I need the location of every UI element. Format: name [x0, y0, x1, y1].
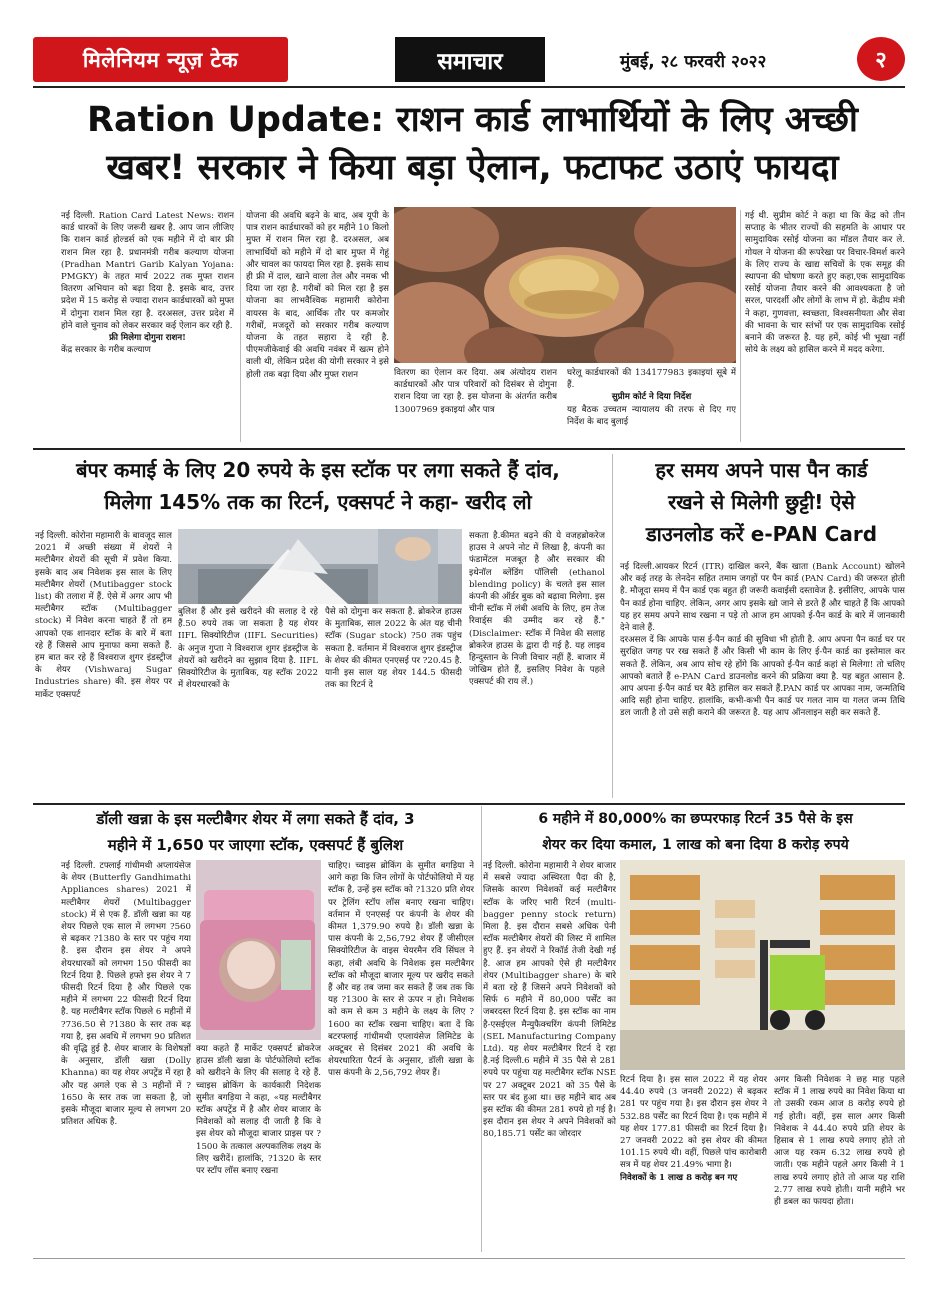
sugar-illustration [178, 529, 462, 604]
warehouse-illustration [620, 860, 905, 1070]
dolly-headline: डॉली खन्ना के इस मल्टीबैगर शेयर में लगा सकते हैं दांव, 3 महीने में 1,650 पर जाएगा स्टॉक, एक्सपर्ट हैं बुलिश [96, 810, 415, 854]
paper-name: मिलेनियम न्यूज़ टेक [82, 47, 239, 72]
lead-col-1: नई दिल्ली. Ration Card Latest News: राशन कार्ड धारकों के लिए जरूरी खबर है. आप जान लीजिए कि राशन कार्ड होल्डर्स को एक महीने में दो बार फ्री राशन मिल रहा है. प्रधानमंत्री गरीब कल्याण योजना (Pradhan Mantri Garib Kalyan Yojana: PMGKY) के तहत मार्च 2022 तक मुफ्त राशन वितरण अभियान को बढ़ा दिया है. इसके बाद, उत्तर प्रदेश में 15 करोड़ से ज्यादा राशन कार्डधारकों को मुफ्त में दोगुना राशन मिल रहा है. दरअसल, उत्तर प्रदेश में होने वाले चुनाव को लेकर सरकार कई ऐलान कर रही है. फ्री मिलेगा दोगुना राशन! केंद्र सरकार के गरीब कल्याण [61, 211, 234, 356]
lead-col-2: योजना की अवधि बढ़ने के बाद, अब यूपी के पात्र राशन कार्डधारकों को हर महीने 10 किलो मुफ्त में राशन मिल रहा है. दरअसल, अब लाभार्थियों को महीने में दो बार मुफ्त में गेहूं और चावल का फायदा मिल रहा है. इसके साथ ही फ्री में दाल, खाने वाला तेल और नमक भी दिया जा रहा है. गरीबों को मिल रहा है इस योजना का लाभवैश्विक महामारी कोरोना वायरस के बाद, आर्थिक तौर पर कमजोर गरीबों, मजदूरों को सरकार गरीब कल्याण योजना के तहत सहारा दे रही है. पीएमजीकेवाई की अवधि नवंबर में खत्म होने वाली थी, लेकिन प्रदेश की योगी सरकार ने इसे होली तक बढ़ा दिया और मुफ्त राशन [246, 211, 389, 380]
page-number-badge [857, 37, 905, 81]
dolly-col-1: नई दिल्ली. टफ्लाई गांधीमथी अप्लायंसेज के शेयर (Butterfly Gandhimathi Appliances shares) 2021 में मल्टीबैगर शेयरों (Multibagger stock) में से एक हैं. डॉली खन्ना का यह शेयर पिछले एक साल में लगभग ?560 से बढ़कर ?1380 के स्तर पर पहुंच गया है. इस दौरान इस शेयर ने अपने शेयरधारकों को लगभग 150 फीसदी का रिटर्न दिया है. पिछले हफ्ते इस शेयर ने 7 फीसदी रिटर्न दिया है और पिछले एक महीने में लगभग 22 फीसदी रिटर्न दिया है. यह मल्टीबैगर स्टॉक पिछले 6 महीनों में ?736.50 से ?1380 के स्तर तक बढ़ गया है, इस अवधि में लगभग 90 प्रतिशत की वृद्धि हुई है. शेयर बाजार के विशेषज्ञों के अनुसार, डॉली खन्ना (Dolly Khanna) का यह शेयर अपट्रेंड में रहा है और यह अगले एक से 3 महीनों में ?1650 के स्तर तक जा सकता है, जो इसके मौजूदा बाजार मूल्य से लगभग 20 प्रतिशत अधिक है. [61, 861, 191, 1128]
dolly-col-2: क्या कहते हैं मार्केट एक्सपर्ट ब्रोकरेज हाउस डॉली खन्ना के पोर्टफोलियो स्टॉक को खरीदने के लिए की सलाह दे रहे हैं. च्वाइस ब्रोकिंग के कार्यकारी निदेशक सुमीत बगड़िया ने कहा, «यह मल्टीबैगर स्टॉक अपट्रेंड में है और शेयर बाजार के निवेशकों को सलाह दी जाती है कि वे इस शेयर को मौजूदा बाजार प्राइस पर ?1500 के तत्काल अल्पकालिक लक्ष्य के लिए खरीदें। हालांकि, ?1320 के स्तर पर स्टॉप लॉस बनाए रखना [196, 1044, 321, 1177]
paper-name-banner [33, 37, 288, 82]
currency-illustration [196, 860, 321, 1040]
column-divider [612, 454, 613, 798]
section-banner [395, 37, 545, 82]
sugar-photo [178, 529, 462, 604]
lead-col-4: घरेलू कार्डधारकों की 134177983 इकाइयां सूबे में हैं. सुप्रीम कोर्ट ने दिया निर्देश यह बैठक उच्चतम न्यायालय की तरफ से दिए गए निर्देश के बाद बुलाई [567, 368, 736, 427]
masthead-rule [33, 86, 905, 88]
stock-headline: बंपर कमाई के लिए 20 रुपये के इस स्टॉक पर लगा सकते हैं दांव, मिलेगा 145% तक का रिटर्न, एक्सपर्ट ने कहा- खरीद लो [76, 458, 560, 514]
dolly-col-3: चाहिए। च्वाइस ब्रोकिंग के सुमीत बगड़िया ने आगे कहा कि जिन लोगों के पोर्टफोलियो में यह स्टॉक है, उन्हें इस स्टॉक को ?1320 प्रति शेयर पर ट्रेलिंग स्टॉप लॉस बनाए रखना चाहिए। वर्तमान में एनएसई पर कंपनी के शेयर की कीमत 1,379.90 रुपये है। डॉली खन्ना के पास कंपनी के 2,56,792 शेयर हैं जीसीएल सिक्योरिटीज के वाइस चेयरमैन रवि सिंघल ने कहा, लंबी अवधि के निवेशक इस मल्टीबैगर स्टॉक को मौजूदा बाजार मूल्य पर खरीद सकते हैं और वह तब जमा कर सकते हैं जब तक कि यह ?1300 के स्तर से ऊपर न हो। निवेशक को कम से कम 3 महीने के लक्ष्य के लिए ?1600 का स्टॉक रखना चाहिए। बता दें कि बटरफ्लाई गांधीमथी एप्लायंसेज लिमिटेड के अक्टूबर से दिसंबर 2021 की अवधि के शेयरधारिता पैटर्न के अनुसार, डॉली खन्ना के पास कंपनी के 2,56,792 शेयर हैं। [328, 861, 474, 1079]
stock-col-4: सकता है.कीमत बढ़ने की ये वजहब्रोकरेज हाउस ने अपने नोट में लिखा है, कंपनी का फंडामेंटल मजबूत है और सरकार की इथेनॉल ब्लेंडिंग पॉलिसी (ethanol blending policy) के चलते इस साल कंपनी की ऑर्डर बुक को बढ़ावा मिलेगा. इस चीनी स्टॉक में लंबी अवधि के लिए, हम तेज रिवार्ड्स की उम्मीद कर रहे हैं."(Disclaimer: स्टॉक में निवेश की सलाह ब्रोकरेज हाउस के द्वारा दी गई है. यह लाइव हिन्दुस्तान के निजी विचार नहीं हैं. बाजार में जोखिम होते हैं, इसलिए निवेश के पहले एक्सपर्ट की राय लें.) [469, 531, 605, 688]
dateline: मुंबई, २८ फरवरी २०२२ [620, 51, 767, 72]
penny-headline: 6 महीने में 80,000% का छप्परफाड़ रिटर्न 35 पैसे के इस शेयर कर दिया कमाल, 1 लाख को बना दिया 8 करोड़ रुपये [538, 811, 853, 853]
column-divider [740, 210, 741, 442]
grain-hands-photo [394, 207, 736, 363]
currency-photo [196, 860, 321, 1040]
penny-col-2: रिटर्न दिया है। इस साल 2022 में यह शेयर 44.40 रुपये (3 जनवरी 2022) से बढ़कर 281 पर पहुंच गया है। इस दौरान इस शेयर ने 532.88 पर्सेंट का रिटर्न दिया है। एक महीने में यह शेयर 177.81 फीसदी का रिटर्न दिया है। 27 जनवरी 2022 को इस शेयर की कीमत 101.15 रुपये थी। वहीं, पिछले पांच कारोबारी सत्र में यह शेयर 21.49% भागा है। निवेशकों के 1 लाख 8 करोड़ बन गए [620, 1075, 767, 1183]
pan-headline: हर समय अपने पास पैन कार्ड रखने से मिलेगी छुट्टी! ऐसे डाउनलोड करें e-PAN Card [645, 458, 878, 546]
lead-col-5: गई थी. सुप्रीम कोर्ट ने कहा था कि केंद्र को तीन सप्ताह के भीतर राज्यों की सहमति के आधार पर सामुदायिक रसोई योजना का मॉडल तैयार कर ले. गोयल ने योजना की रूपरेखा पर विचार-विमर्श करने के लिए राज्य के खाद्य सचिवों के एक समूह की स्थापना की घोषणा करते हुए कहा,एक सामुदायिक रसोई योजना तैयार करने की आवश्यकता है जो सरल, पारदर्शी और लोगों के लाभ में हो. केंद्रीय मंत्री ने कहा, गुणवत्ता, स्वच्छता, विश्वसनीयता और सेवा की भावना के चार स्तंभों पर एक सामुदायिक रसोई बनाने की जरूरत है. यह हमें, कोई भी भूखा नहीं सोये के लक्ष्य को हासिल करने में मदद करेगा. [745, 211, 905, 356]
column-divider [481, 806, 482, 1252]
stock-col-1: नई दिल्ली. कोरोना महामारी के बावजूद साल 2021 में अच्छी संख्या में शेयरों ने मल्टीबैगर शेयरों की सूची में प्रवेश किया. इसके बाद अब निवेशक इस साल के लिए मल्टीबैगर शेयरों (Mutibagger stock list) की तलाश में हैं. ऐसे में अगर आप भी मल्टीबैगर स्टॉक (Multibagger stock) में निवेश करना चाहते हैं तो हम आपको एक शानदार स्टॉक के बारे में बता रहे हैं जिससे आप मुनाफा कमा सकते हैं. हम बात कर रहे हैं विश्वराज शुगर इंडस्ट्रीज के शेयर (Vishwaraj Sugar Industries share) की. इस शेयर पर मार्केट एक्सपर्ट [35, 531, 172, 700]
grain-hands-illustration [394, 207, 736, 363]
lead-headline: Ration Update: राशन कार्ड लाभार्थियों के लिए अच्छी खबर! सरकार ने किया बड़ा ऐलान, फटाफट उठाएं फायदा [87, 100, 858, 188]
lead-col-3: वितरण का ऐलान कर दिया. अब अंत्योदय राशन कार्डधारकों और पात्र परिवारों को दिसंबर से दोगुना राशन दिया जा रहा है. इस योजना के अंतर्गत करीब 13007969 इकाइयां और पात्र [394, 368, 557, 415]
penny-col-3: अगर किसी निवेशक ने छह माह पहले स्टॉक में 1 लाख रुपये का निवेश किया था तो उसकी रकम आज 8 करोड़ रुपये हो गई होती। वहीं, इस साल अगर किसी निवेशक ने 44.40 रुपये प्रति शेयर के हिसाब से 1 लाख रुपये लगाए होते तो आज यह रकम 6.32 लाख रुपये हो जाती। एक महीने पहले अगर किसी ने 1 लाख रुपये लगाए होते तो आज यह राशि 2.77 लाख रुपये होती। यानी महीने भर ही डबल का फायदा होता। [774, 1075, 905, 1208]
penny-col-1: नई दिल्ली. कोरोना महामारी ने शेयर बाजार में सबसे ज्यादा अस्थिरता पैदा की है, जिसके कारण निवेशकों कई मल्टीबैगर स्टॉक के जरिए भारी रिटर्न (multi-bagger penny stock return) मिला है. इस दौरान सबसे अधिक पेनी स्टॉक मल्टीबैगर शेयरों की लिस्ट में शामिल हुए हैं. इन शेयरों ने रिकॉर्ड तेजी देखी गई है. आज हम आपको ऐसे ही मल्टीबैगर शेयर (Multibagger share) के बारे में बता रहे हैं जिसने अपने निवेशकों को सिर्फ 6 महीने में 80,000 पर्सेंट का जबरदस्त रिटर्न दिया है. इस स्टॉक का नाम है-एसईएल मैन्युफैक्चरिंग कंपनी लिमिटेड (SEL Manufacturing Company Ltd). यह शेयर मल्टीबैगर रिटर्न दे रहा है.नई दिल्ली.6 महीने में 35 पैसे से 281 रुपये पर पहुंचा यह मल्टीबैगर स्टॉक NSE पर 27 अक्टूबर 2021 को 35 पैसे के स्तर पर बंद हुआ था। छह महीने बाद अब इस स्टॉक की कीमत 281 रुपये हो गई है। इस दौरान इस शेयर ने अपने निवेशकों को 80,185.71 पर्सेंट का जोरदार [483, 861, 616, 1140]
stock-col-3: पैसे को दोगुना कर सकता है. ब्रोकरेज हाउस के मुताबिक, साल 2022 के अंत यह चीनी स्टॉक (Sugar stock) ?50 तक पहुंच सकता है. वर्तमान में विश्वराज शुगर इंडस्ट्रीज के शेयर की कीमत एनएसई पर ?20.45 है. यानी इस साल यह शेयर 144.5 फीसदी तक का रिटर्न दे [325, 607, 462, 691]
section-rule [33, 803, 905, 805]
section-rule [33, 448, 905, 450]
page-number: २ [875, 48, 887, 73]
bottom-rule [33, 1258, 905, 1259]
warehouse-photo [620, 860, 905, 1070]
column-divider [240, 210, 241, 442]
section-title: समाचार [437, 48, 503, 75]
pan-body: नई दिल्ली.आयकर रिटर्न (ITR) दाखिल करने, बैंक खाता (Bank Account) खोलने और कई तरह के लेनदेन सहित तमाम जगहों पर पैन कार्ड (PAN Card) की जरूरत होती है. मौजूदा समय में पैन कार्ड एक बहुत ही जरूरी कवाईसी दस्तावेज है. इसीलिए, आपके पास पैन कार्ड होना चाहिए. लेकिन, अगर आप इसके खो जाने से डरते हैं और चाहते हैं कि आपको यह हर समय अपने साथ रखना न पड़े तो आज हम आपको ई-पैन कार्ड के बारे में जानकारी देने वाले हैं. दरअसल दें कि आपके पास ई-पैन कार्ड की सुविधा भी होती है. आप अपना पैन कार्ड घर पर सुरक्षित जगह पर रख सकते हैं और किसी भी काम के लिए ई-पैन कार्ड का इस्तेमाल कर सकते हैं. लेकिन, अब आप सोच रहे होंगे कि आपको ई-पैन कार्ड कहां से मिलेगा! तो चलिए आपको बताते हैं e-PAN Card डाउनलोड करने की प्रक्रिया क्या है. यह बहुत आसान है. आप अपना ई-पैन कार्ड घर बैठे हासिल कर सकते हैं.PAN कार्ड पर आपका नाम, जन्मतिथि आदि सही होना चाहिए. हालांकि, कभी-कभी पैन कार्ड पर गलत नाम या गलत जन्म तिथि डल जाती है तो उसे सही कराने की जरूरत है. यह आप ऑनलाइन सही कर सकते हैं. [620, 562, 905, 719]
stock-col-2: बुलिश हैं और इसे खरीदने की सलाह दे रहे हैं.50 रुपये तक जा सकता है यह शेयर IIFL सिक्योरिटीज (IIFL Securities) के अनुज गुप्ता ने विश्वराज शुगर इंडस्ट्रीज के शेयरों को खरीदने का सुझाव दिया है. IIFL सिक्योरिटीज के मुताबिक, यह स्टॉक 2022 में शेयरधारकों के [178, 607, 318, 691]
